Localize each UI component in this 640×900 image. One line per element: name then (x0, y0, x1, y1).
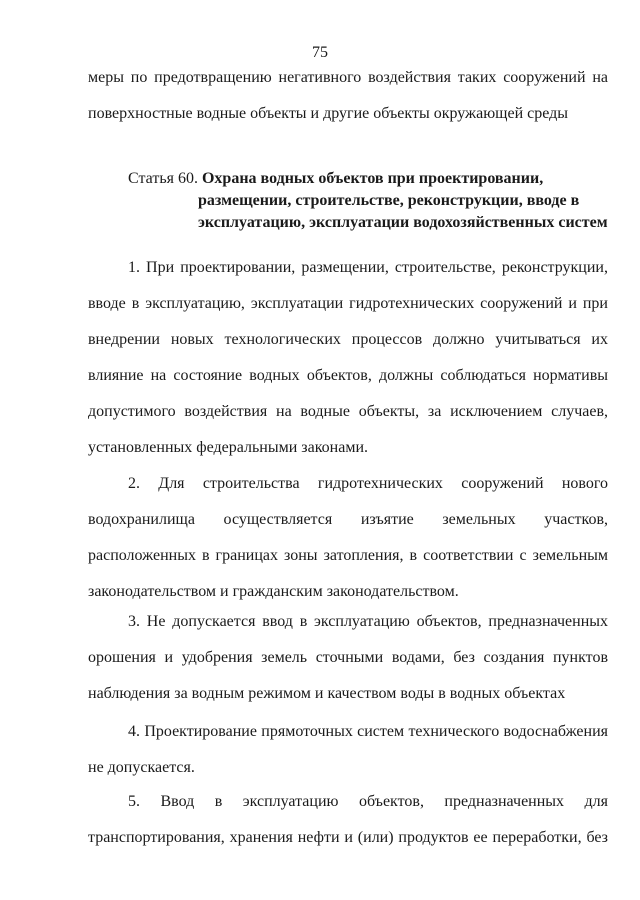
text-line: наблюдения за водным режимом и качеством воды в водных объектах (88, 685, 566, 702)
text-line: вводе в эксплуатацию, эксплуатации гидротехнических сооружений и при (88, 295, 608, 312)
paragraph-3 (88, 604, 608, 712)
text-line: транспортирования, хранения нефти и (или) продуктов ее переработки, без (88, 829, 608, 846)
text-line: поверхностные водные объекты и другие объекты окружающей среды (88, 105, 569, 122)
article-number: Статья 60. (128, 170, 198, 187)
paragraph-2 (88, 466, 608, 610)
text-line: орошения и удобрения земель сточными водами, без создания пунктов (88, 649, 608, 666)
text-line: водохранилища осуществляется изъятие земельных участков, (88, 511, 608, 528)
text-line: влияние на состояние водных объектов, должны соблюдаться нормативы (88, 367, 608, 384)
page-number: 75 (312, 44, 328, 61)
text-line: законодательством и гражданским законодательством. (88, 583, 459, 600)
text-line: допустимого воздействия на водные объекты, за исключением случаев, (88, 403, 608, 420)
text-line: 5. Ввод в эксплуатацию объектов, предназначенных для (128, 793, 608, 810)
text-line: не допускается. (88, 759, 195, 776)
paragraph-4 (88, 714, 608, 786)
intro-text (88, 60, 608, 132)
article-heading (128, 168, 608, 234)
text-line: 1. При проектировании, размещении, строительстве, реконструкции, (128, 259, 608, 276)
text-line: внедрении новых технологических процессов должно учитываться их (88, 331, 608, 348)
article-title-line: размещении, строительстве, реконструкции, вводе в (198, 192, 580, 209)
text-line: 4. Проектирование прямоточных систем технического водоснабжения (128, 723, 608, 740)
paragraph-1 (88, 250, 608, 466)
text-line: расположенных в границах зоны затопления, в соответствии с земельным (88, 547, 608, 564)
paragraph-5 (88, 784, 608, 856)
text-line: 2. Для строительства гидротехнических сооружений нового (128, 475, 608, 492)
text-line: 3. Не допускается ввод в эксплуатацию объектов, предназначенных (128, 613, 608, 630)
article-title-line: Охрана водных объектов при проектировании, (201, 170, 544, 187)
article-title-line: эксплуатацию, эксплуатации водохозяйственных систем (198, 214, 608, 231)
text-line: меры по предотвращению негативного воздействия таких сооружений на (88, 69, 608, 86)
text-line: установленных федеральными законами. (88, 439, 369, 456)
